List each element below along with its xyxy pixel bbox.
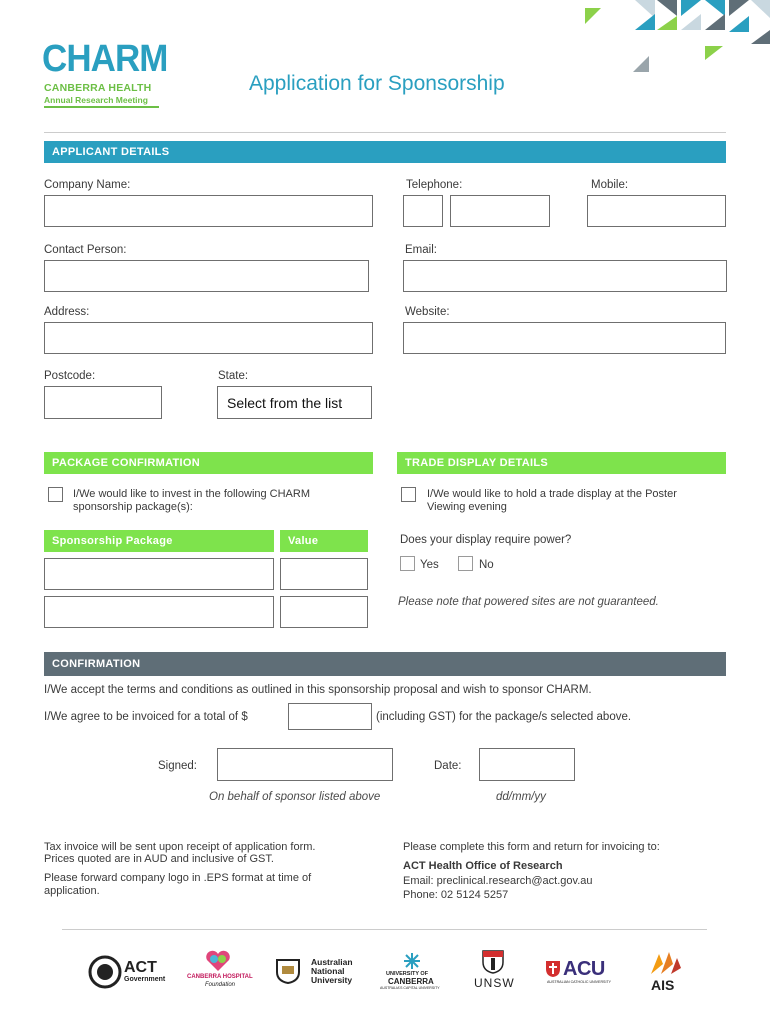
invest-package-checkbox[interactable] <box>48 487 63 502</box>
package-input-2[interactable] <box>44 596 274 628</box>
act-government-logo <box>88 955 166 989</box>
anu-crest-icon <box>275 958 301 984</box>
charm-logo: CHARM <box>42 38 168 80</box>
signed-hint: On behalf of sponsor listed above <box>209 791 381 803</box>
chf-logo-sub: Foundation <box>205 982 236 988</box>
website-input[interactable] <box>403 322 726 354</box>
corner-pattern <box>585 0 770 75</box>
contact-email: Email: preclinical.research@act.gov.au <box>403 875 593 887</box>
logo-tagline: Annual Research Meeting <box>44 95 148 105</box>
page-title: Application for Sponsorship <box>249 72 505 95</box>
act-crest-icon <box>88 955 122 989</box>
package-confirmation-heading: PACKAGE CONFIRMATION <box>44 452 373 474</box>
value-input-1[interactable] <box>280 558 368 590</box>
email-label: Email: <box>405 244 437 256</box>
chf-logo-text: CANBERRA HOSPITAL <box>187 974 253 980</box>
date-hint: dd/mm/yy <box>496 791 546 803</box>
date-label: Date: <box>434 760 462 772</box>
act-logo-sub: Government <box>124 976 166 983</box>
university-of-canberra-logo <box>380 952 444 992</box>
mobile-label: Mobile: <box>591 179 629 191</box>
contact-person-label: Contact Person: <box>44 244 127 256</box>
date-input[interactable] <box>479 748 575 781</box>
unsw-text: UNSW <box>474 976 515 990</box>
mobile-input[interactable] <box>587 195 726 227</box>
trade-display-heading: TRADE DISPLAY DETAILS <box>397 452 726 474</box>
telephone-label: Telephone: <box>406 179 463 191</box>
ais-text: AIS <box>651 977 675 993</box>
contact-phone: Phone: 02 5124 5257 <box>403 889 509 901</box>
invoice-total-input[interactable] <box>288 703 372 730</box>
uc-text-1: UNIVERSITY OF <box>386 971 429 977</box>
signed-label: Signed: <box>158 760 198 772</box>
email-input[interactable] <box>403 260 727 292</box>
logo-subtitle: CANBERRA HEALTH <box>44 82 152 94</box>
heart-icon <box>205 950 231 972</box>
state-select[interactable]: Select from the list <box>217 386 372 419</box>
canberra-hospital-foundation-logo <box>185 950 251 994</box>
package-input-1[interactable] <box>44 558 274 590</box>
applicant-details-heading: APPLICANT DETAILS <box>44 141 726 163</box>
tax-invoice-line1: Tax invoice will be sent upon receipt of application form. <box>44 841 316 853</box>
value-column-header: Value <box>280 530 368 552</box>
office-name: ACT Health Office of Research <box>403 860 563 872</box>
acu-cross-icon <box>545 960 561 978</box>
ais-logo <box>645 950 685 994</box>
uc-text-3: AUSTRALIA'S CAPITAL UNIVERSITY <box>380 986 440 990</box>
logo-underline <box>44 106 159 108</box>
sponsorship-package-column-header: Sponsorship Package <box>44 530 274 552</box>
unsw-shield-icon <box>482 950 504 974</box>
company-name-input[interactable] <box>44 195 373 227</box>
trade-display-text: I/We would like to hold a trade display at the Poster Viewing evening <box>427 488 677 513</box>
unsw-logo <box>472 950 514 992</box>
header-divider <box>44 132 726 133</box>
power-no-checkbox[interactable] <box>458 556 473 571</box>
website-label: Website: <box>405 306 450 318</box>
snowflake-icon <box>403 952 421 970</box>
address-input[interactable] <box>44 322 373 354</box>
invoice-suffix: (including GST) for the package/s selected above. <box>376 711 632 723</box>
invest-package-text: I/We would like to invest in the following CHARM sponsorship package(s): <box>73 488 311 513</box>
logo-request-line1: Please forward company logo in .EPS format at time of <box>44 872 312 884</box>
anu-text-3: University <box>311 975 353 985</box>
anu-text-1: Australian <box>311 957 353 967</box>
power-question: Does your display require power? <box>400 534 572 546</box>
power-yes-checkbox[interactable] <box>400 556 415 571</box>
anu-text-2: National <box>311 966 345 976</box>
telephone-input[interactable] <box>450 195 550 227</box>
power-no-label: No <box>479 559 494 571</box>
accept-terms-text: I/We accept the terms and conditions as outlined in this sponsorship proposal and wish to sponsor CHARM. <box>44 684 592 696</box>
tax-invoice-line2: Prices quoted are in AUD and inclusive of GST. <box>44 853 274 865</box>
value-input-2[interactable] <box>280 596 368 628</box>
state-label: State: <box>218 370 249 382</box>
anu-logo <box>275 955 353 989</box>
uc-text-2: CANBERRA <box>388 977 434 986</box>
logo-request-line2: application. <box>44 885 100 897</box>
ais-flame-icon <box>647 950 683 976</box>
return-instructions: Please complete this form and return for invoicing to: <box>403 841 660 853</box>
telephone-area-code-input[interactable] <box>403 195 443 227</box>
trade-display-checkbox[interactable] <box>401 487 416 502</box>
acu-text: ACU <box>563 958 605 980</box>
confirmation-heading: CONFIRMATION <box>44 652 726 676</box>
address-label: Address: <box>44 306 90 318</box>
postcode-input[interactable] <box>44 386 162 419</box>
postcode-label: Postcode: <box>44 370 96 382</box>
signature-input[interactable] <box>217 748 393 781</box>
power-note: Please note that powered sites are not guaranteed. <box>398 596 659 608</box>
acu-logo <box>545 958 617 988</box>
footer-divider <box>62 929 707 930</box>
power-yes-label: Yes <box>420 559 439 571</box>
contact-person-input[interactable] <box>44 260 369 292</box>
act-logo-text: ACT <box>124 959 157 976</box>
invoice-prefix: I/We agree to be invoiced for a total of $ <box>44 711 248 723</box>
company-name-label: Company Name: <box>44 179 131 191</box>
acu-sub: AUSTRALIAN CATHOLIC UNIVERSITY <box>547 980 612 984</box>
